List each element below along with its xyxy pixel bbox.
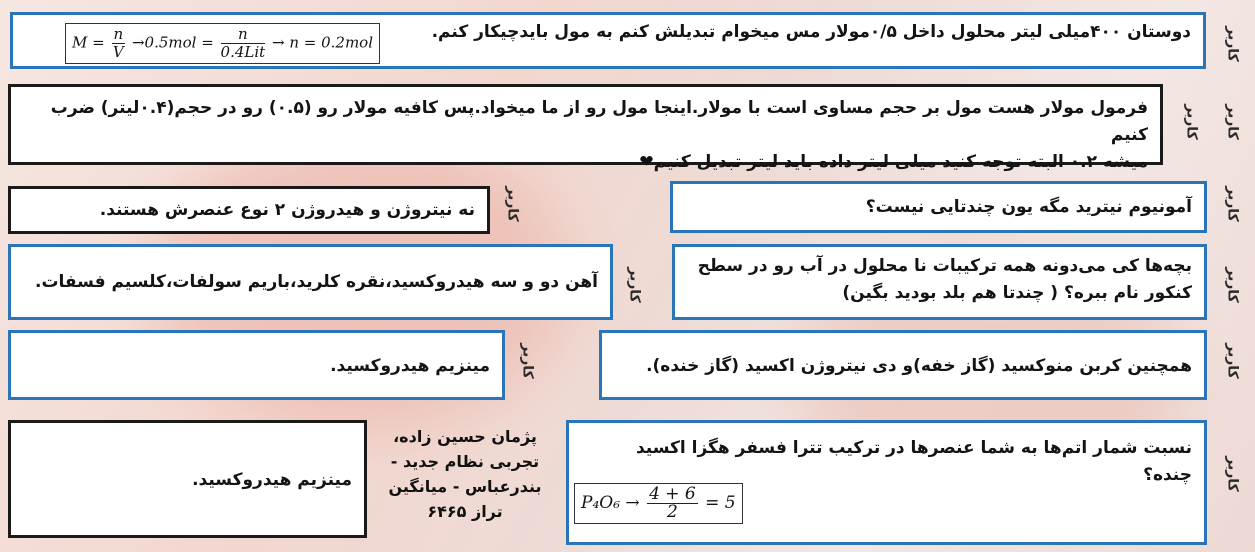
formula-atom-ratio: P₄O₆ → $\frac{4 + 6}{2}$ = 5 (574, 483, 743, 524)
message-text: آهن دو و سه هیدروکسید،نقره کلرید،باریم سولفات،کلسیم فسفات. (35, 272, 598, 292)
message-line: میشه ۰.۲ البته توجه کنید میلی لیتر داده باید لیتر تبدیل کنیم (653, 152, 1148, 172)
formula-molarity: M = $\frac{n}{V}$ →0.5mol = $\frac{n}{\text{0.4Lit}}$ → n = 0.2mol (65, 23, 380, 64)
message-text: مینزیم هیدروکسید. (330, 356, 490, 376)
author-signature: پژمان حسین زاده، تجربی نظام جدید - بندرعباس - میانگین تراز ۶۴۶۵ (388, 427, 542, 521)
message-line: بچه‌ها کی می‌دونه همه ترکیبات نا محلول در آب رو در سطح (697, 256, 1192, 276)
username-label: کاربر (1224, 456, 1241, 492)
message-line: نسبت شمار اتم‌ها به شما عنصرها در ترکیب تترا فسفر هگزا اکسید (635, 438, 1192, 458)
username-label: کاربر (1224, 343, 1241, 379)
message-line: کنکور نام ببره؟ ( چندتا هم بلد بودید بگین) (842, 283, 1192, 303)
message-bubble-9 (566, 420, 1207, 545)
message-bubble-7 (599, 330, 1207, 400)
username-label: کاربر (1224, 26, 1241, 62)
message-text: مینزیم هیدروکسید. (192, 470, 352, 490)
message-bubble-2 (8, 84, 1163, 172)
message-bubble-8 (8, 330, 505, 400)
heart-icon: ❤ (639, 152, 654, 172)
username-label: کاربر (1224, 104, 1241, 140)
message-line: چنده؟ (1143, 465, 1192, 485)
username-label: کاربر (1224, 267, 1241, 303)
message-text: آمونیوم نیترید مگه یون چندتایی نیست؟ (865, 197, 1192, 217)
message-bubble-3 (670, 181, 1207, 233)
message-bubble-6 (8, 244, 613, 320)
message-text: همچنین کربن منوکسید (گاز خفه)و دی نیتروژن اکسید (گاز خنده). (646, 356, 1192, 376)
username-label: کاربر (519, 343, 536, 379)
username-label: کاربر (504, 186, 521, 222)
message-line: فرمول مولار هست مول بر حجم مساوی است با مولار.اینجا مول رو از ما میخواد.پس کافیه مولار رو (۰.۵) رو در حجم(۰.۴لیتر) ضرب کنیم (50, 98, 1148, 145)
username-label: کاربر (626, 267, 643, 303)
message-bubble-1 (10, 12, 1206, 69)
message-bubble-4 (8, 186, 490, 234)
username-label: کاربر (1183, 104, 1200, 140)
message-text: نه نیتروژن و هیدروژن ۲ نوع عنصرش هستند. (99, 200, 475, 220)
message-bubble-5 (672, 244, 1207, 320)
username-label: کاربر (1224, 186, 1241, 222)
message-bubble-10 (8, 420, 367, 538)
message-text: دوستان ۴۰۰میلی لیتر محلول داخل ۰/۵مولار مس میخوام تبدیلش کنم به مول بایدچیکار کنم. (431, 22, 1191, 42)
